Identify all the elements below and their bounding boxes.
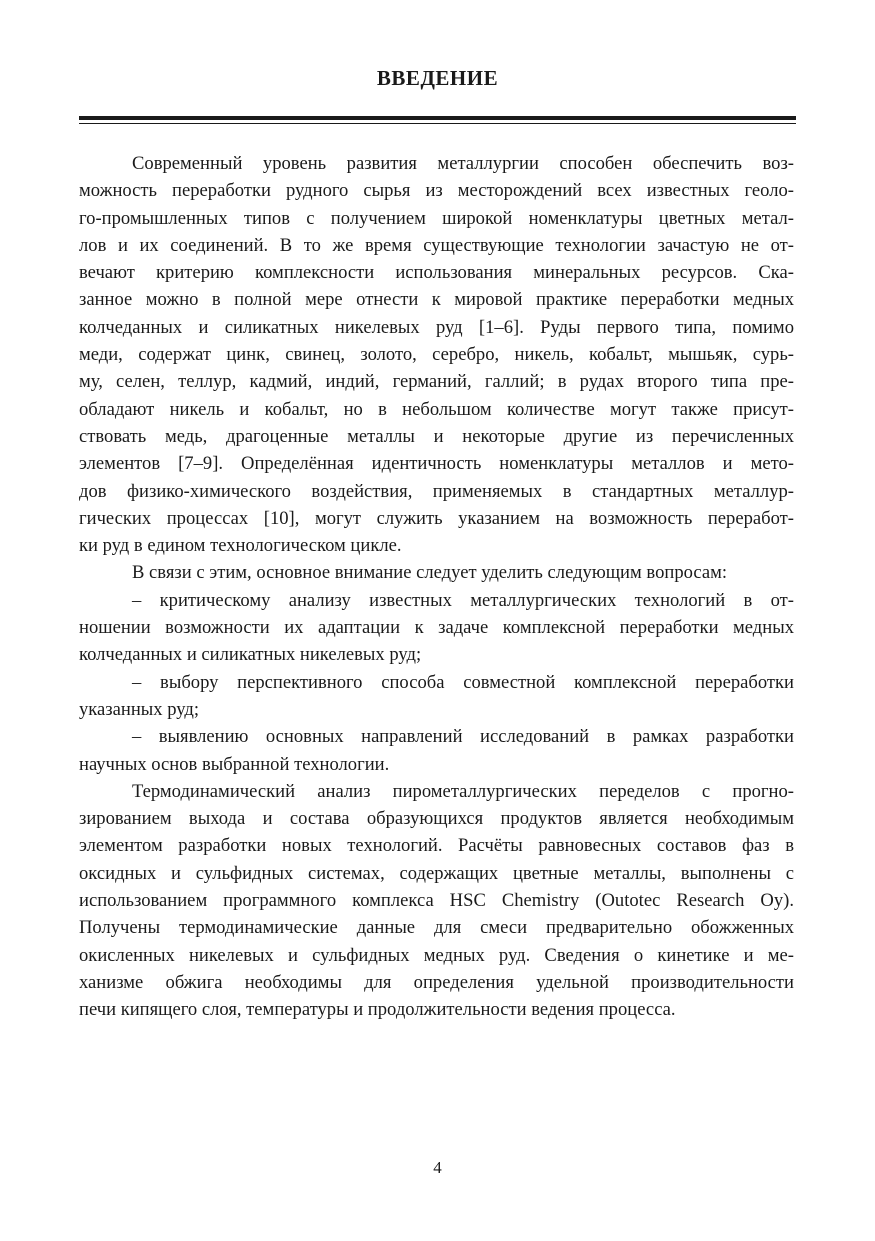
text-line: элементом разработки новых технологий. Расчёты равновесных составов фаз в — [79, 835, 794, 857]
text-line: печи кипящего слоя, температуры и продолжительности ведения процесса. — [79, 999, 676, 1021]
text-line: ствовать медь, драгоценные металлы и некоторые другие из перечисленных — [79, 425, 794, 447]
text-line: указанных руд; — [79, 698, 200, 720]
text-line: колчеданных и силикатных никелевых руд [1–6]. Руды первого типа, помимо — [79, 316, 794, 338]
text-line: элементов [7–9]. Определённая идентичность номенклатуры металлов и мето- — [79, 453, 794, 475]
body-text — [79, 150, 794, 1024]
text-line: окисленных никелевых и сульфидных медных руд. Сведения о кинетике и ме- — [79, 944, 794, 966]
text-line: Термодинамический анализ пирометаллургических переделов с прогно- — [132, 780, 794, 802]
text-line: занное можно в полной мере отнести к мировой практике переработки медных — [79, 289, 794, 311]
text-line: Получены термодинамические данные для смеси предварительно обожженных — [79, 917, 794, 939]
text-line: лов и их соединений. В то же время существующие технологии зачастую не от- — [79, 234, 794, 256]
text-line: вечают критерию комплексности использования минеральных ресурсов. Ска- — [79, 262, 794, 284]
text-line: ханизме обжига необходимы для определения удельной производительности — [79, 971, 794, 993]
page-title: ВВЕДЕНИЕ — [376, 66, 499, 90]
text-line: ношении возможности их адаптации к задаче комплексной переработки медных — [79, 617, 794, 639]
text-line: зированием выхода и состава образующихся продуктов является необходимым — [79, 808, 794, 830]
list-item-line: – критическому анализу известных металлургических технологий в от- — [132, 589, 794, 611]
text-line: научных основ выбранной технологии. — [79, 753, 390, 775]
title-rule-thick — [79, 116, 796, 120]
list-item-line: – выявлению основных направлений исследований в рамках разработки — [132, 726, 794, 748]
text-line: гических процессах [10], могут служить указанием на возможность переработ- — [79, 507, 794, 529]
text-line: му, селен, теллур, кадмий, индий, германий, галлий; в рудах второго типа пре- — [79, 371, 794, 393]
text-line: обладают никель и кобальт, но в небольшом количестве могут также присут- — [79, 398, 794, 420]
text-line: колчеданных и силикатных никелевых руд; — [79, 644, 422, 666]
text-line: дов физико-химического воздействия, применяемых в стандартных металлур- — [79, 480, 794, 502]
text-line: можность переработки рудного сырья из месторождений всех известных геоло- — [79, 180, 794, 202]
page-number: 4 — [433, 1158, 442, 1177]
text-line: В связи с этим, основное внимание следует уделить следующим вопросам: — [132, 562, 728, 584]
list-item-line: – выбору перспективного способа совместной комплексной переработки — [132, 671, 794, 693]
text-line: меди, содержат цинк, свинец, золото, серебро, никель, кобальт, мышьяк, сурь- — [79, 344, 794, 366]
text-line: Современный уровень развития металлургии способен обеспечить воз- — [132, 153, 794, 174]
text-line: оксидных и сульфидных системах, содержащих цветные металлы, выполнены с — [79, 862, 794, 884]
text-line: го-промышленных типов с получением широкой номенклатуры цветных метал- — [79, 207, 794, 229]
title-rule-thin — [79, 123, 796, 124]
text-line: использованием программного комплекса HSC Chemistry (Outotec Research Oy). — [79, 890, 794, 912]
text-line: ки руд в едином технологическом цикле. — [79, 535, 402, 557]
